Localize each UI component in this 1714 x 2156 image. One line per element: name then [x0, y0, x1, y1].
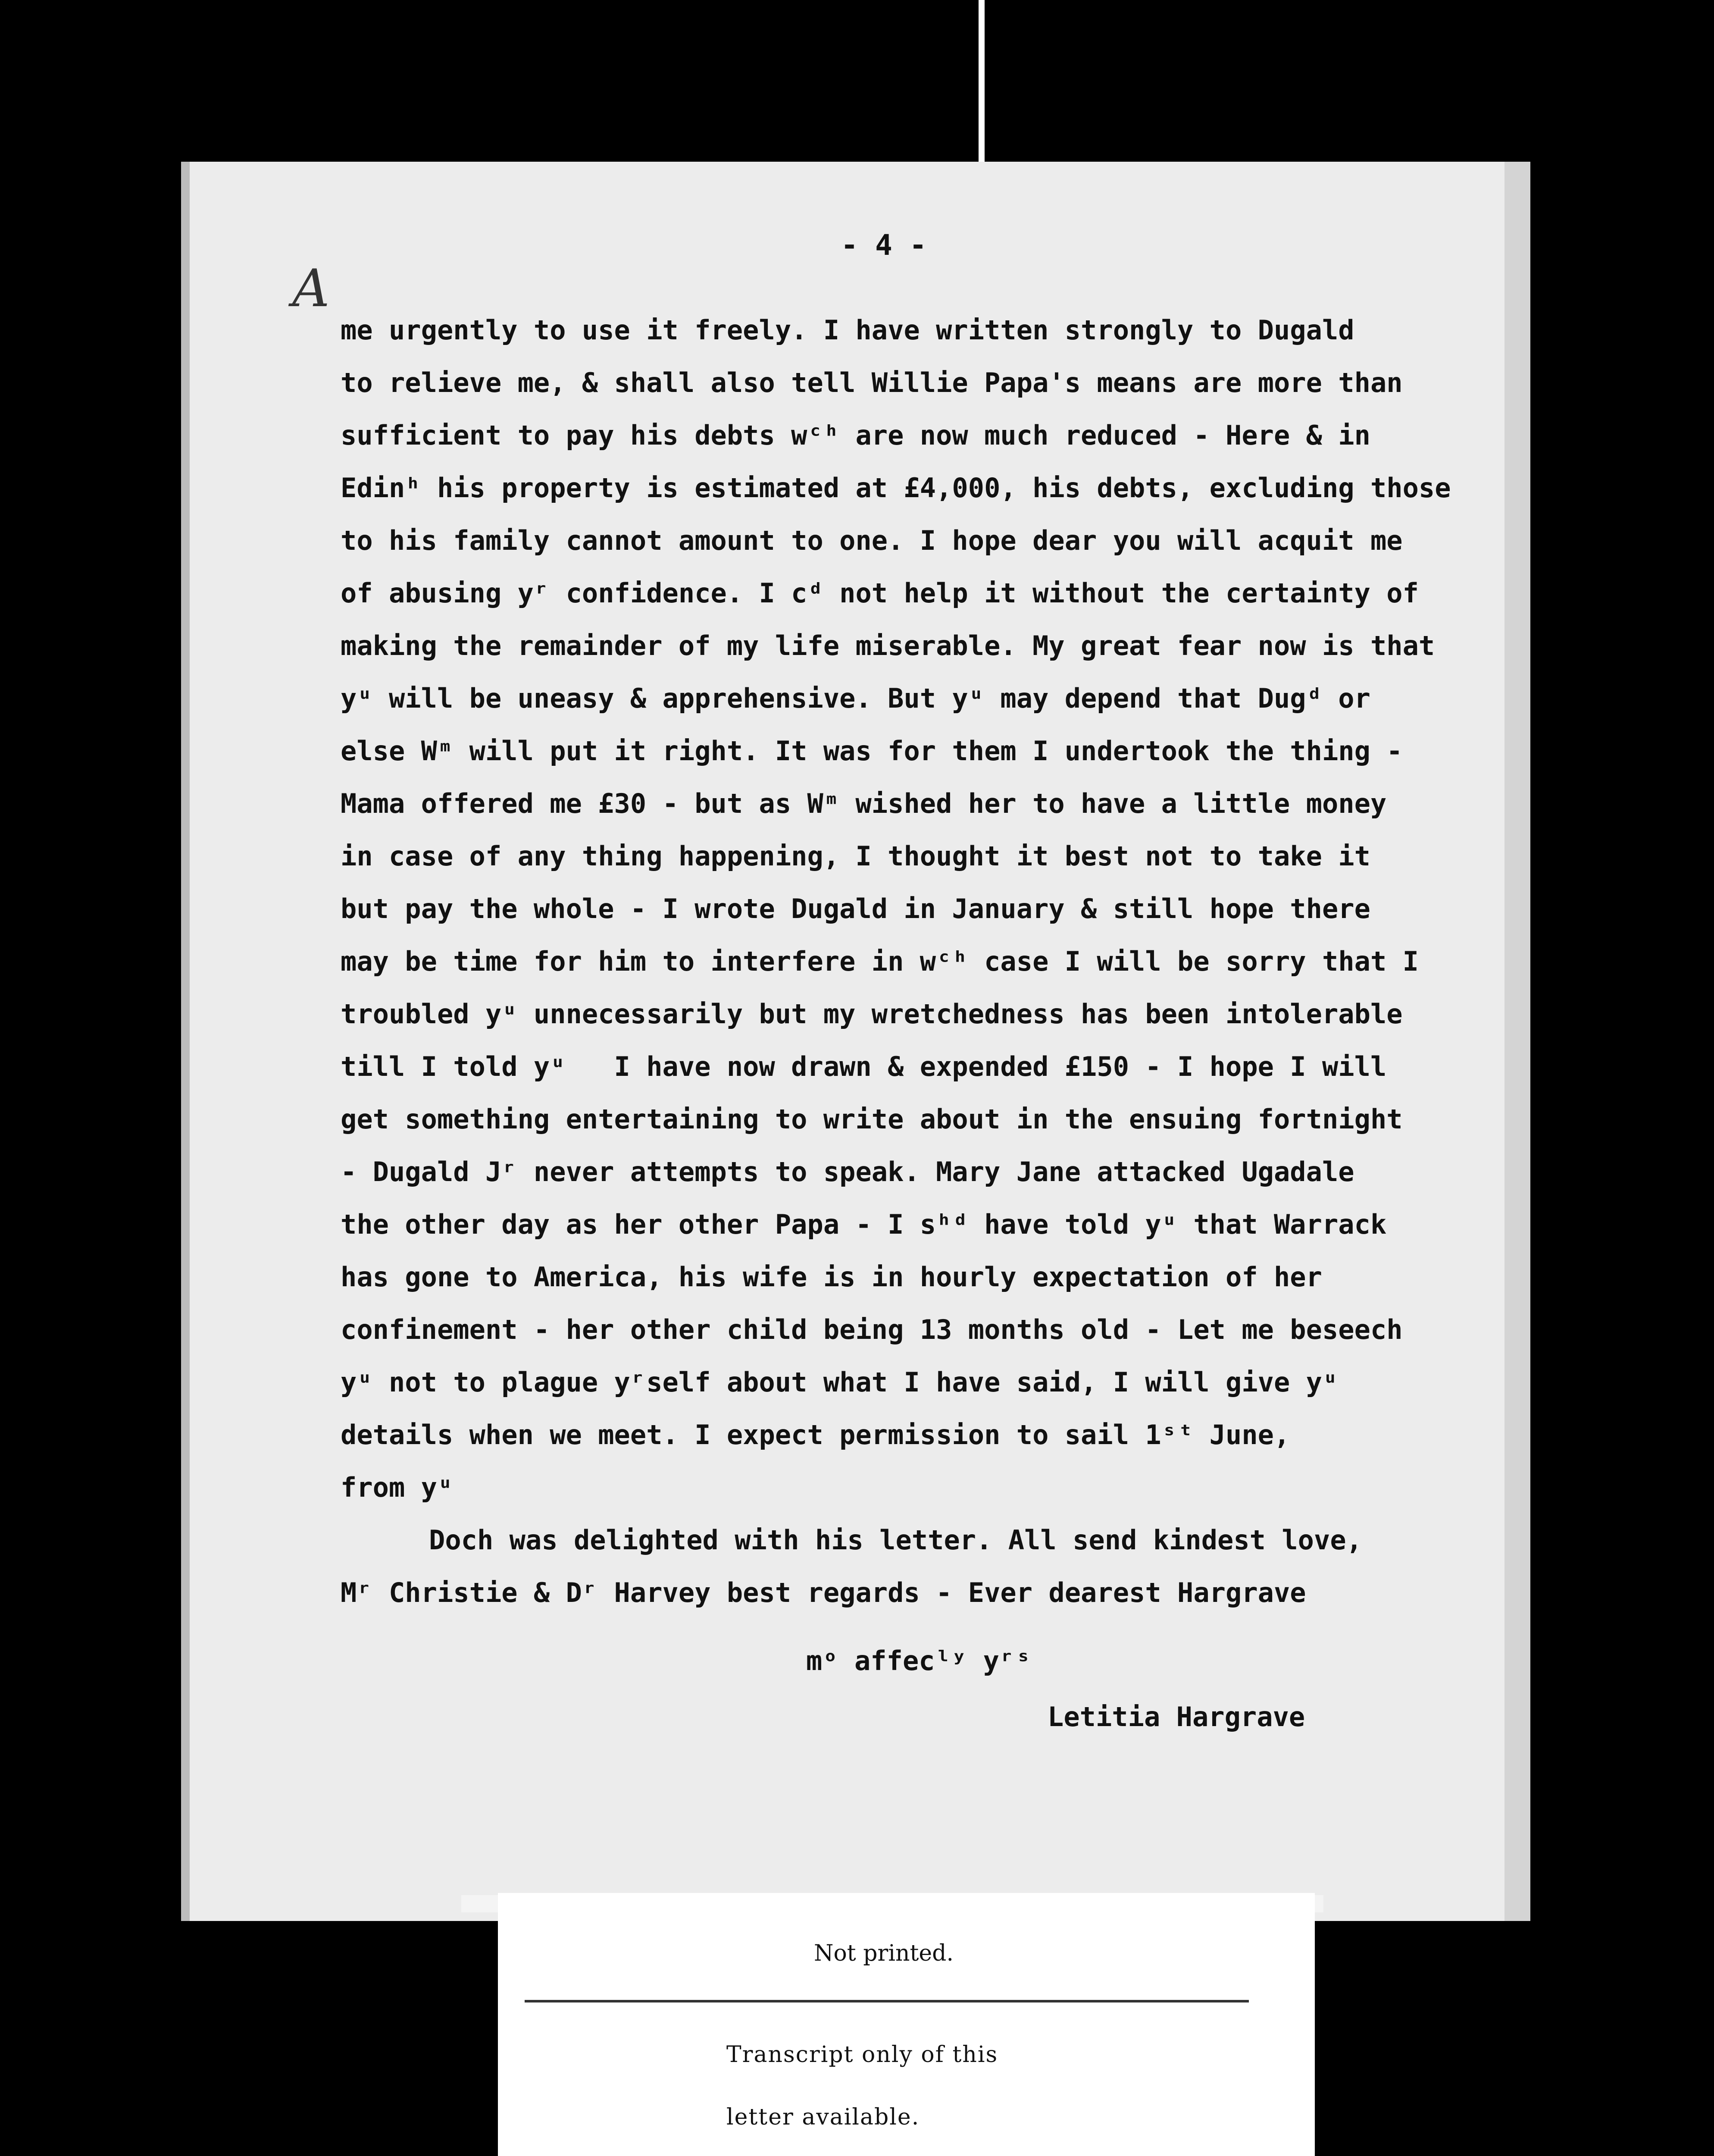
- margin-mark: A: [292, 259, 330, 319]
- sheet-shadow: [1504, 162, 1530, 1921]
- letter-line: making the remainder of my life miserable. My great fear now is that: [341, 630, 1435, 661]
- letter-line: of abusing yʳ confidence. I cᵈ not help it without the certainty of: [341, 577, 1419, 609]
- page-number: - 4 -: [841, 229, 927, 262]
- letter-line: to relieve me, & shall also tell Willie Papa's means are more than: [341, 367, 1403, 398]
- letter-line: - Dugald Jʳ never attempts to speak. Mary Jane attacked Ugadale: [341, 1156, 1354, 1188]
- frame-divider: [979, 0, 985, 164]
- signature: Letitia Hargrave: [1048, 1701, 1305, 1733]
- note-divider: [525, 2000, 1249, 2002]
- transcript-note: letter available.: [726, 2104, 920, 2130]
- letter-line: in case of any thing happening, I thought it best not to take it: [341, 840, 1370, 872]
- letter-line: yᵘ will be uneasy & apprehensive. But yᵘ may depend that Dugᵈ or: [341, 683, 1370, 714]
- letter-line: details when we meet. I expect permission to sail 1ˢᵗ June,: [341, 1419, 1290, 1451]
- letter-line: me urgently to use it freely. I have written strongly to Dugald: [341, 314, 1354, 346]
- not-printed-label: Not printed.: [814, 1940, 954, 1966]
- letter-line: Edinʰ his property is estimated at £4,000, his debts, excluding those: [341, 472, 1451, 504]
- letter-line: yᵘ not to plague yʳself about what I have said, I will give yᵘ: [341, 1366, 1339, 1398]
- letter-line: sufficient to pay his debts wᶜʰ are now much reduced - Here & in: [341, 420, 1370, 451]
- letter-line: may be time for him to interfere in wᶜʰ case I will be sorry that I: [341, 946, 1419, 977]
- note-card: [498, 1893, 1315, 2156]
- letter-line: Mama offered me £30 - but as Wᵐ wished her to have a little money: [341, 788, 1387, 819]
- sheet-edge: [181, 162, 190, 1921]
- letter-line: till I told yᵘ I have now drawn & expended £150 - I hope I will: [341, 1051, 1387, 1082]
- letter-line: has gone to America, his wife is in hourly expectation of her: [341, 1261, 1322, 1293]
- letter-line: the other day as her other Papa - I sʰᵈ have told yᵘ that Warrack: [341, 1209, 1387, 1240]
- letter-line: else Wᵐ will put it right. It was for them I undertook the thing -: [341, 735, 1403, 767]
- transcript-note: Transcript only of this: [726, 2042, 998, 2068]
- signoff: mᵒ affecˡʸ yʳˢ: [806, 1645, 1032, 1677]
- letter-line: to his family cannot amount to one. I hope dear you will acquit me: [341, 525, 1403, 556]
- letter-line: confinement - her other child being 13 months old - Let me beseech: [341, 1314, 1403, 1345]
- closing-line: Mʳ Christie & Dʳ Harvey best regards - Ever dearest Hargrave: [341, 1577, 1306, 1608]
- letter-line: from yᵘ: [341, 1472, 454, 1503]
- letter-body: [341, 304, 1461, 1619]
- letter-line: get something entertaining to write about in the ensuing fortnight: [341, 1103, 1403, 1135]
- closing-line: Doch was delighted with his letter. All send kindest love,: [429, 1524, 1362, 1556]
- letter-line: troubled yᵘ unnecessarily but my wretchedness has been intolerable: [341, 998, 1403, 1030]
- letter-line: but pay the whole - I wrote Dugald in January & still hope there: [341, 893, 1370, 924]
